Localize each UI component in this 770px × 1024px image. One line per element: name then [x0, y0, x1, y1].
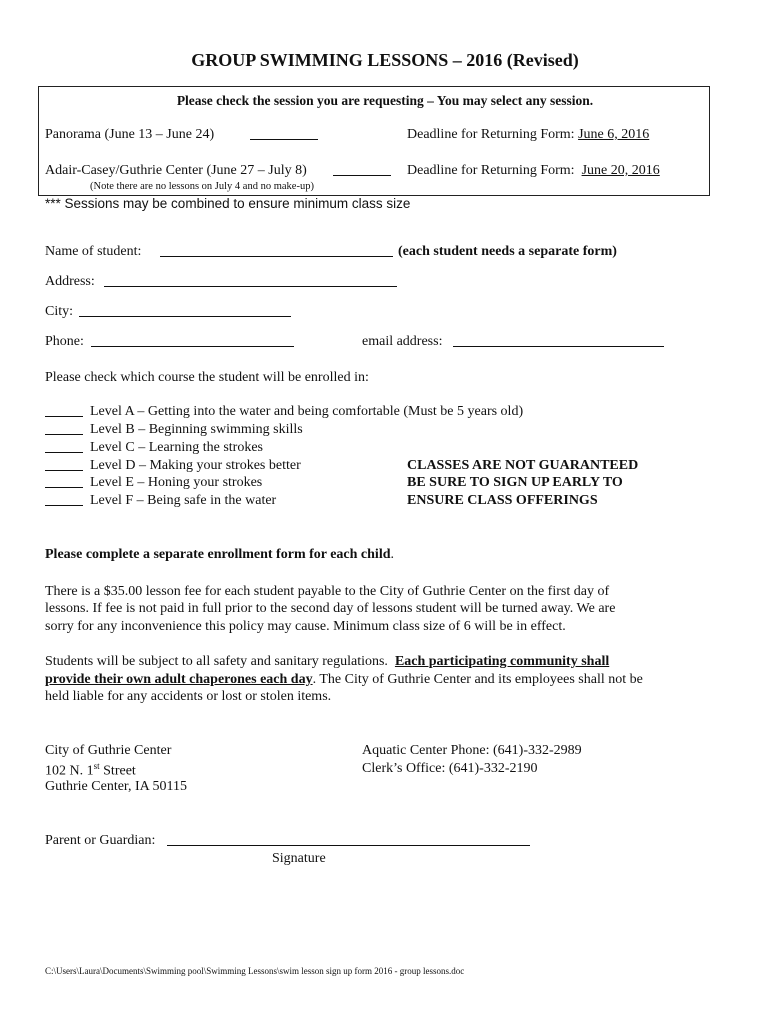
fee-line-3: sorry for any inconvenience this policy may cause. Minimum class size of 6 will be in effect. [45, 619, 566, 634]
level-e-check[interactable] [45, 475, 83, 488]
signature-label: Parent or Guardian: [45, 833, 156, 848]
fee-line-2: lessons. If fee is not paid in full prior to the second day of lessons student will be turned away. We are [45, 601, 616, 616]
level-d-check[interactable] [45, 458, 83, 471]
fee-line-1: There is a $35.00 lesson fee for each student payable to the City of Guthrie Center on the first day of [45, 584, 610, 599]
address-street [45, 761, 136, 780]
level-e-label: Level E – Honing your strokes [90, 475, 263, 490]
address-field[interactable] [104, 274, 397, 287]
aquatic-phone: Aquatic Center Phone: (641)-332-2989 [362, 743, 582, 758]
street-number: 102 N. 1 [45, 763, 94, 779]
separate-form-text: Please complete a separate enrollment form for each child [45, 547, 391, 562]
level-f-label: Level F – Being safe in the water [90, 493, 277, 508]
address-org: City of Guthrie Center [45, 743, 172, 758]
city-field[interactable] [79, 304, 291, 317]
safety-line-2 [45, 672, 643, 688]
session-panorama-label: Panorama (June 13 – June 24) [45, 127, 215, 142]
warning-line-1: CLASSES ARE NOT GUARANTEED [407, 458, 639, 473]
street-ordinal: st [93, 761, 100, 771]
session-panorama-check-blank[interactable] [250, 127, 318, 140]
phone-field[interactable] [91, 334, 294, 347]
student-name-note: (each student needs a separate form) [398, 244, 617, 259]
deadline-label: Deadline for Returning Form: [407, 163, 575, 178]
session-panorama-deadline [407, 127, 649, 143]
level-b-label: Level B – Beginning swimming skills [90, 422, 303, 437]
level-c-label: Level C – Learning the strokes [90, 440, 264, 455]
chaperone-requirement-2: provide their own adult chaperones each day [45, 672, 313, 687]
warning-line-3: ENSURE CLASS OFFERINGS [407, 493, 598, 508]
safety-line-3: held liable for any accidents or lost or stolen items. [45, 689, 332, 704]
signature-field[interactable] [167, 833, 530, 846]
warning-line-2: BE SURE TO SIGN UP EARLY TO [407, 475, 623, 490]
city-label: City: [45, 304, 74, 319]
session-guthrie-label: Adair-Casey/Guthrie Center (June 27 – July 8) [45, 163, 307, 178]
address-label: Address: [45, 274, 95, 289]
safety-start: Students will be subject to all safety and sanitary regulations. [45, 654, 388, 669]
address-city-state: Guthrie Center, IA 50115 [45, 779, 188, 794]
footer-file-path: C:\Users\Laura\Documents\Swimming pool\Swimming Lessons\swim lesson sign up form 2016 - group lessons.doc [45, 966, 465, 976]
level-f-check[interactable] [45, 493, 83, 506]
deadline-date: June 6, 2016 [578, 127, 650, 142]
level-c-check[interactable] [45, 440, 83, 453]
level-d-label: Level D – Making your strokes better [90, 458, 301, 473]
session-box-heading: Please check the session you are requesting – You may select any session. [176, 93, 594, 108]
signature-caption: Signature [272, 851, 326, 866]
session-note: (Note there are no lessons on July 4 and no make-up) [90, 181, 314, 192]
level-a-label: Level A – Getting into the water and being comfortable (Must be 5 years old) [90, 404, 524, 419]
clerk-phone: Clerk’s Office: (641)-332-2190 [362, 761, 538, 776]
deadline-date: June 20, 2016 [581, 163, 660, 178]
course-prompt: Please check which course the student will be enrolled in: [45, 370, 369, 385]
separate-form-note: Please complete a separate enrollment form for each child. [45, 547, 395, 562]
liability-start: . The City of Guthrie Center and its employees shall not be [312, 672, 643, 687]
student-name-label: Name of student: [45, 244, 142, 259]
student-name-field[interactable] [160, 244, 393, 257]
email-label: email address: [362, 334, 443, 349]
session-guthrie-check-blank[interactable] [333, 163, 391, 176]
level-a-check[interactable] [45, 404, 83, 417]
session-guthrie-deadline [407, 163, 660, 179]
chaperone-requirement-1: Each participating community shall [394, 654, 610, 669]
page-title: GROUP SWIMMING LESSONS – 2016 (Revised) [191, 50, 579, 70]
street-name: Street [99, 763, 136, 779]
email-field[interactable] [453, 334, 664, 347]
safety-line-1 [45, 654, 609, 670]
deadline-label: Deadline for Returning Form: [407, 127, 575, 142]
level-b-check[interactable] [45, 422, 83, 435]
combine-note: *** Sessions may be combined to ensure minimum class size [45, 196, 411, 211]
phone-label: Phone: [45, 334, 84, 349]
